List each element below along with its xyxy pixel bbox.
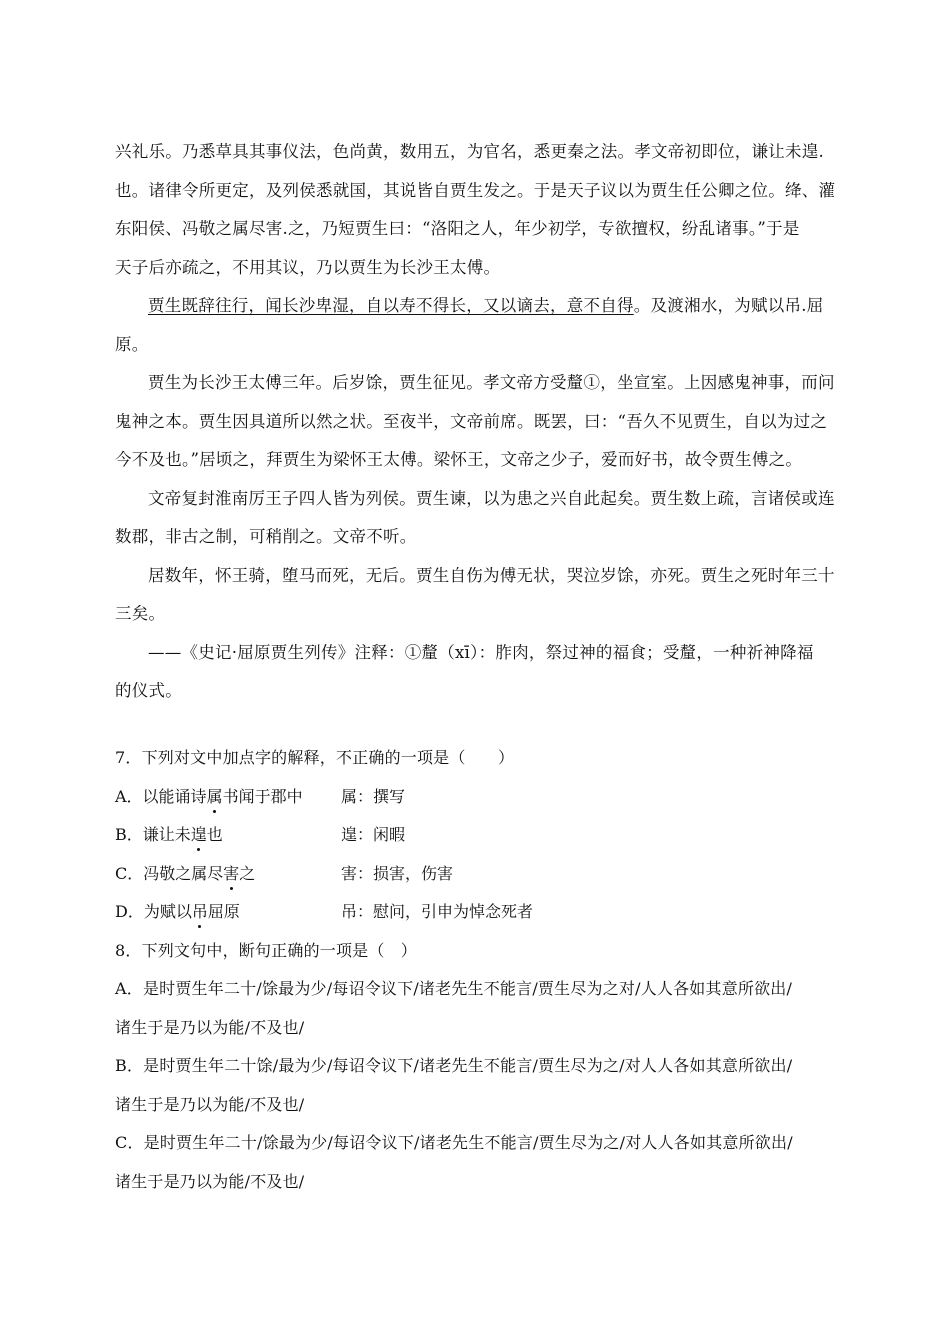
option-text-post: 也 [206,825,223,844]
passage-line: 贾生为长沙王太傅三年。后岁馀，贾生征见。孝文帝方受釐①，坐宣室。上因感鬼神事，而问 [148,373,835,392]
passage-line: 天子后亦疏之，不用其议，乃以贾生为长沙王太傅。 [115,257,501,277]
dotted-char: 遑 [190,825,207,844]
dotted-char: 属 [206,786,223,806]
option-definition: 害：损害，伤害 [341,863,454,883]
option-text [115,902,341,941]
passage-line: 兴礼乐。乃悉草具其事仪法，色尚黄，数用五，为官名，悉更秦之法。孝文帝初即位，谦让未遑. [115,142,824,161]
passage [115,142,837,720]
question-8-option-line: 诸生于是乃以为能/不及也/ [115,1017,305,1037]
question-8-option-line: B．是时贾生年二十馀/最为少/每诏令议下/诸老先生不能言/贾生尽为之/对人人各如其意所欲出/ [115,1056,793,1075]
question-7-stem: 7．下列对文中加点字的解释，不正确的一项是（ ） [115,748,515,767]
passage-line: 鬼神之本。贾生因具道所以然之状。至夜半，文帝前席。既罢，曰：“吾久不见贾生，自以为过之 [115,411,828,431]
option-definition: 属：撰写 [341,786,406,806]
source-citation: 的仪式。 [115,681,182,700]
passage-line: 文帝复封淮南厉王子四人皆为列侯。贾生谏，以为患之兴自此起矣。贾生数上疏，言诸侯或连 [148,488,835,508]
option-text-pre: C．冯敬之属尽 [115,863,224,883]
question-8-option-line: 诸生于是乃以为能/不及也/ [115,1094,305,1114]
option-definition: 遑：闲暇 [341,825,406,844]
question-7-option-b [115,825,837,864]
question-7-option-d [115,902,837,941]
option-text-pre: B．谦让未 [115,825,191,844]
option-text-post: 之 [239,863,256,883]
option-text [115,787,341,826]
option-text-post: 书闻于郡中 [222,786,303,806]
question-8-option-line: 诸生于是乃以为能/不及也/ [115,1171,305,1191]
passage-line: 居数年，怀王骑，堕马而死，无后。贾生自伤为傅无状，哭泣岁馀，亦死。贾生之死时年三十 [148,565,835,585]
questions [115,748,837,1210]
dotted-char: 害 [223,863,240,883]
option-definition: 吊：慰问，引申为悼念死者 [341,902,534,921]
question-7-option-c [115,864,837,903]
question-7-option-a [115,787,837,826]
passage-line: 三矣。 [115,604,166,623]
question-8-option-line: C．是时贾生年二十/馀最为少/每诏令议下/诸老先生不能言/贾生尽为之/对人人各如其意所欲出/ [115,1133,793,1152]
passage-line: 东阳侯、冯敬之属尽害.之，乃短贾生曰：“洛阳之人，年少初学，专欲擅权，纷乱诸事。”于是 [115,219,800,238]
option-text [115,825,341,864]
passage-line: 数郡，非古之制，可稍削之。文帝不听。 [115,527,417,546]
passage-line: 原。 [115,334,149,354]
option-text-pre: A．以能诵诗 [115,786,207,806]
option-text-post: 屈原 [207,902,240,921]
question-8-option-line: A．是时贾生年二十/馀最为少/每诏令议下/诸老先生不能言/贾生尽为之对/人人各如其意所欲出/ [115,979,793,998]
passage-text: 。及渡湘水，为赋以吊.屈 [633,296,824,315]
dotted-char: 吊 [191,902,208,921]
option-text-pre: D．为赋以 [115,902,192,921]
question-8-stem: 8．下列文句中，断句正确的一项是（ ） [115,940,417,960]
underlined-sentence: 贾生既辞往行，闻长沙卑湿，自以寿不得长，又以谪去，意不自得 [148,296,634,315]
passage-paragraph-2 [115,296,837,335]
passage-line: 也。诸律令所更定，及列侯悉就国，其说皆自贾生发之。于是天子议以为贾生任公卿之位。绛、灌 [115,180,836,200]
option-text [115,864,341,903]
source-citation: ——《史记·屈原贾生列传》注释：①釐（xī）：胙肉，祭过神的福食；受釐，一种祈神降福 [148,642,814,662]
passage-line: 今不及也。”居顷之，拜贾生为梁怀王太傅。梁怀王，文帝之少子，爱而好书，故令贾生傅之。 [115,450,803,469]
